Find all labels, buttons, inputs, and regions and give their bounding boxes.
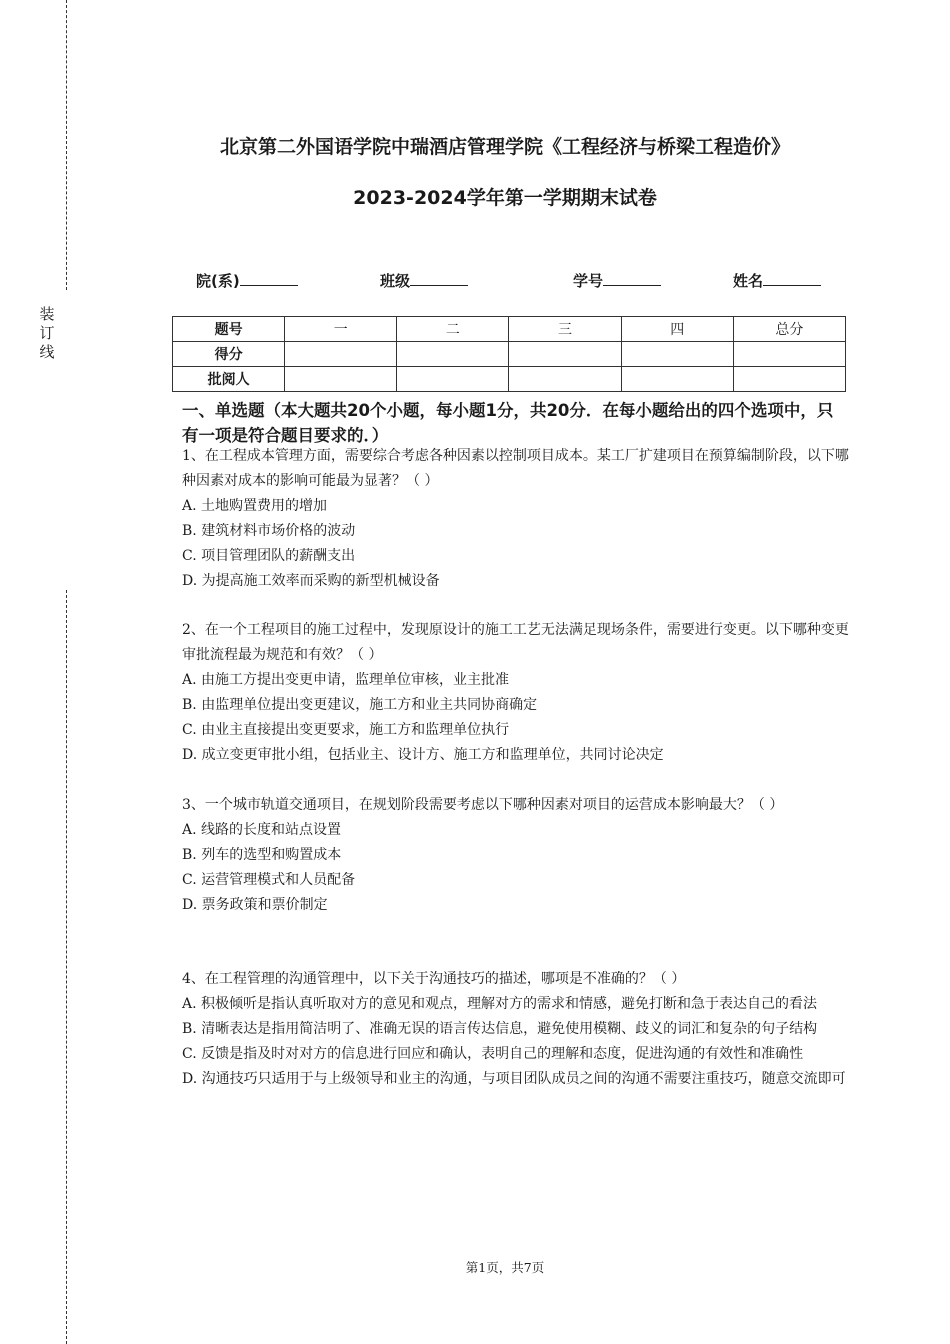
section-heading: 一、单选题（本大题共20个小题，每小题1分，共20分．在每小题给出的四个选项中，只有一项是符合题目要求的．）: [182, 401, 834, 445]
option: A. 由施工方提出变更申请，监理单位审核，业主批准: [182, 672, 510, 688]
reviewer-cell: [285, 367, 397, 392]
name-field: [733, 270, 821, 291]
score-cell: [509, 342, 621, 367]
exam-title-line2: 2023-2024学年第一学期期末试卷: [353, 187, 657, 209]
score-table-header-row: [173, 317, 846, 342]
class-label: 班级: [380, 272, 411, 290]
class-blank: [410, 271, 468, 286]
score-table: [172, 316, 846, 392]
score-cell: [397, 342, 509, 367]
header-cell: 一: [285, 317, 397, 342]
option: C. 由业主直接提出变更要求，施工方和监理单位执行: [182, 722, 510, 738]
reviewer-cell: [397, 367, 509, 392]
name-blank: [763, 271, 821, 286]
binding-label: 装订线: [39, 305, 55, 361]
option: A. 线路的长度和站点设置: [182, 822, 342, 838]
option: B. 建筑材料市场价格的波动: [182, 523, 356, 539]
option: D. 沟通技巧只适用于与上级领导和业主的沟通，与项目团队成员之间的沟通不需要注重技巧，随意交流即可: [182, 1071, 846, 1087]
question-2: [182, 618, 852, 768]
score-cell: [621, 342, 733, 367]
option: B. 由监理单位提出变更建议，施工方和业主共同协商确定: [182, 697, 538, 713]
option: A. 土地购置费用的增加: [182, 498, 328, 514]
student-id-label: 学号: [573, 272, 604, 290]
header-cell: 四: [621, 317, 733, 342]
reviewer-cell: [621, 367, 733, 392]
score-row: [173, 342, 846, 367]
score-cell: [733, 342, 845, 367]
student-id-blank: [603, 271, 661, 286]
reviewer-cell: [509, 367, 621, 392]
student-id-field: [573, 270, 661, 291]
row-label: 得分: [173, 342, 285, 367]
question-stem: 3、一个城市轨道交通项目，在规划阶段需要考虑以下哪种因素对项目的运营成本影响最大？（ ）: [182, 797, 784, 813]
option: C. 反馈是指及时对对方的信息进行回应和确认，表明自己的理解和态度，促进沟通的有效性和准确性: [182, 1046, 804, 1062]
option: D. 成立变更审批小组，包括业主、设计方、施工方和监理单位，共同讨论决定: [182, 747, 664, 763]
score-cell: [285, 342, 397, 367]
row-label: 批阅人: [173, 367, 285, 392]
option: A. 积极倾听是指认真听取对方的意见和观点，理解对方的需求和情感，避免打断和急于表达自己的看法: [182, 996, 818, 1012]
class-field: [380, 270, 468, 291]
question-4: [182, 967, 852, 1092]
reviewer-cell: [733, 367, 845, 392]
header-cell: 三: [509, 317, 621, 342]
header-cell: 二: [397, 317, 509, 342]
option: C. 项目管理团队的薪酬支出: [182, 548, 356, 564]
option: D. 为提高施工效率而采购的新型机械设备: [182, 573, 440, 589]
header-cell: 总分: [733, 317, 845, 342]
department-blank: [240, 271, 298, 286]
name-label: 姓名: [733, 272, 764, 290]
question-3: [182, 793, 852, 918]
department-label: 院(系): [196, 272, 240, 290]
question-1: [182, 444, 852, 594]
reviewer-row: [173, 367, 846, 392]
binding-line-bottom: [66, 590, 67, 1344]
question-stem: 4、在工程管理的沟通管理中，以下关于沟通技巧的描述，哪项是不准确的？（ ）: [182, 971, 686, 987]
option: B. 列车的选型和购置成本: [182, 847, 342, 863]
option: B. 清晰表达是指用简洁明了、准确无误的语言传达信息，避免使用模糊、歧义的词汇和复杂的句子结构: [182, 1021, 818, 1037]
page-footer: 第1页，共7页: [465, 1260, 545, 1275]
option: D. 票务政策和票价制定: [182, 897, 328, 913]
option: C. 运营管理模式和人员配备: [182, 872, 356, 888]
question-stem: 1、在工程成本管理方面，需要综合考虑各种因素以控制项目成本。某工厂扩建项目在预算编制阶段，以下哪种因素对成本的影响可能最为显著？（ ）: [182, 448, 849, 489]
question-stem: 2、在一个工程项目的施工过程中，发现原设计的施工工艺无法满足现场条件，需要进行变更。以下哪种变更审批流程最为规范和有效？（ ）: [182, 622, 849, 663]
department-field: [196, 270, 298, 291]
exam-title-line1: 北京第二外国语学院中瑞酒店管理学院《工程经济与桥梁工程造价》: [219, 136, 790, 158]
header-cell: 题号: [173, 317, 285, 342]
